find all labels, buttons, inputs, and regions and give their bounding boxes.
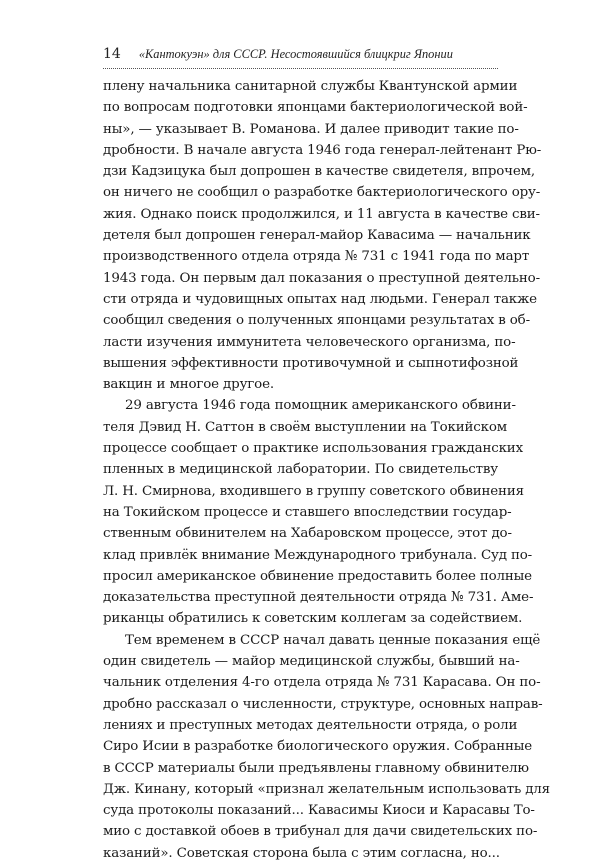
text-line: дзи Кадзицука был допрошен в качестве свидетеля, впрочем, (103, 164, 536, 180)
text-line: вышения эффективности противочумной и сыпнотифозной (103, 355, 519, 371)
text-line: ны», — указывает В. Романова. И далее приводит такие по- (103, 121, 519, 137)
text-line: по вопросам подготовки японцами бактериологической вой- (103, 100, 528, 116)
text-line: производственного отдела отряда № 731 с 1941 года по март (103, 249, 530, 265)
text-line: клад привлёк внимание Международного трибунала. Суд по- (103, 547, 533, 563)
text-line: чальник отделения 4-го отдела отряда № 731 Карасава. Он по- (103, 675, 541, 691)
text-line: вакцин и многое другое. (103, 377, 274, 393)
text-line: мио с доставкой обоев в трибунал для дачи свидетельских по- (103, 824, 538, 840)
page-number: 14 (103, 46, 121, 62)
text-line: суда протоколы показаний... Кавасимы Киоси и Карасавы То- (103, 803, 535, 819)
text-line: казаний». Советская сторона была с этим согласна, но... (103, 845, 500, 861)
text-line: он ничего не сообщил о разработке бактериологического ору- (103, 185, 541, 201)
text-line: теля Дэвид Н. Саттон в своём выступлении на Токийском (103, 419, 508, 435)
text-line: просил американское обвинение предоставить более полные (103, 568, 532, 584)
text-line: ласти изучения иммунитета человеческого организма, по- (103, 334, 516, 350)
text-line: на Токийском процессе и ставшего впоследствии государ- (103, 504, 512, 520)
header-rule (103, 68, 498, 69)
text-line: Сиро Исии в разработке биологического оружия. Собранные (103, 739, 533, 755)
body-text (103, 76, 550, 864)
text-line: 29 августа 1946 года помощник американского обвини- (125, 398, 516, 414)
text-line: риканцы обратились к советским коллегам за содействием. (103, 611, 523, 627)
text-line: Л. Н. Смирнова, входившего в группу советского обвинения (103, 483, 524, 499)
text-line: в СССР материалы были предъявлены главному обвинителю (103, 760, 529, 776)
text-line: дробно рассказал о численности, структуре, основных направ- (103, 696, 543, 712)
text-line: один свидетель — майор медицинской службы, бывший на- (103, 654, 520, 670)
text-line: плену начальника санитарной службы Квантунской армии (103, 79, 518, 94)
text-line: лениях и преступных методах деятельности отряда, о роли (103, 717, 518, 733)
text-line: Тем временем в СССР начал давать ценные показания ещё (125, 632, 541, 648)
text-line: 1943 года. Он первым дал показания о преступной деятельно- (103, 270, 540, 286)
text-line: пленных в медицинской лаборатории. По свидетельству (103, 462, 498, 478)
text-line: дробности. В начале августа 1946 года генерал-лейтенант Рю- (103, 142, 542, 158)
text-line: процессе сообщает о практике использования гражданских (103, 441, 523, 457)
text-line: детеля был допрошен генерал-майор Кавасима — начальник (103, 228, 531, 244)
text-line: сообщил сведения о полученных японцами результатах в об- (103, 313, 530, 329)
text-line: жия. Однако поиск продолжился, и 11 августа в качестве сви- (103, 206, 540, 222)
running-header (103, 46, 498, 68)
text-line: доказательства преступной деятельности отряда № 731. Аме- (103, 590, 534, 606)
text-line: ственным обвинителем на Хабаровском процессе, этот до- (103, 526, 512, 542)
text-line: Дж. Кинану, который «признал желательным использовать для (103, 781, 550, 797)
running-title: «Кантокуэн» для СССР. Несостоявшийся блицкриг Японии (138, 47, 453, 61)
text-line: сти отряда и чудовищных опытах над людьми. Генерал также (103, 291, 537, 307)
